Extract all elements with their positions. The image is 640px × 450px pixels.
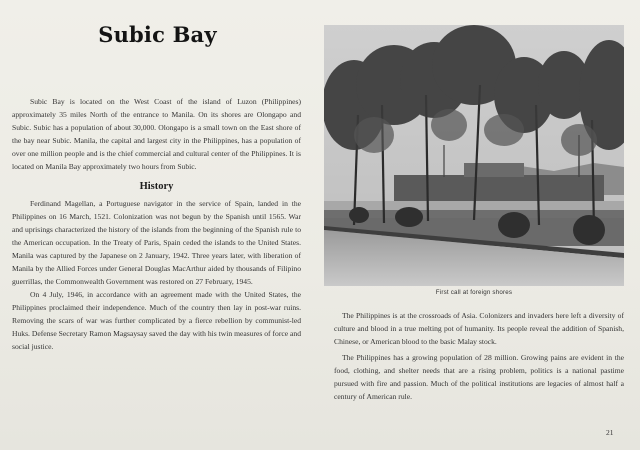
photo-caption: First call at foreign shores — [435, 289, 513, 296]
history-paragraph-1: Ferdinand Magellan, a Portuguese navigator in the service of Spain, landed in the Philippines on 16 March, 1521. Colonization was not begun by the Spanish until 1565. War and uprisings characterized the history of the islands from the beginning of the Spanish rule to the American occupation. In the Treaty of Paris, Spain ceded the islands to the United States. Manila was captured by the Japanese on 2 January, 1942. Three years later, with liberation of Manila by the Allied Forces under General Douglas MacArthur aided by thousands of Filipino guerrillas, the Commonwealth Government was restored on 27 February, 1945. — [12, 199, 301, 286]
right-column — [324, 25, 624, 296]
left-column — [12, 22, 301, 353]
population-paragraph: The Philippines has a growing population of 28 million. Growing pains are evident in the food, clothing, and shelter needs that are a rising problem, politics is a national pastime pursued with fire and passion. Much of the political institutions are legacies of almost half a century of American rule. — [334, 353, 624, 401]
harbor-photo — [324, 25, 624, 286]
right-text-block — [334, 309, 624, 403]
history-heading: History — [139, 181, 174, 192]
history-paragraph-2: On 4 July, 1946, in accordance with an agreement made with the United States, the Philippines proclaimed their independence. Much of the country then lay in post-war ruins. Removing the scars of war was further complicated by a fierce rebellion by communist-led Huks. Defense Secretary Ramon Magsaysay saved the day with his twin measures of force and social justice. — [12, 290, 301, 351]
page-number: 21 — [606, 428, 614, 437]
page-title: Subic Bay — [98, 22, 217, 47]
crossroads-paragraph: The Philippines is at the crossroads of Asia. Colonizers and invaders here left a diversity of culture and blood in a true melting pot of humanity. Its people reveal the addition of Spanish, Chinese, or American blood to the basic Malay stock. — [334, 311, 624, 346]
intro-paragraph: Subic Bay is located on the West Coast of the island of Luzon (Philippines) approximately 35 miles North of the entrance to Manila. On its shores are Olongapo and Subic. Subic has a population of about 30,000. Olongapo is a small town on the East shore of the bay near Subic. Manila, the capital and largest city in the Philippines, has a population of over one million people and is the chief commercial and cultural center of the Philippines. It is located on Manila Bay approximately two hours from Subic. — [12, 97, 301, 171]
